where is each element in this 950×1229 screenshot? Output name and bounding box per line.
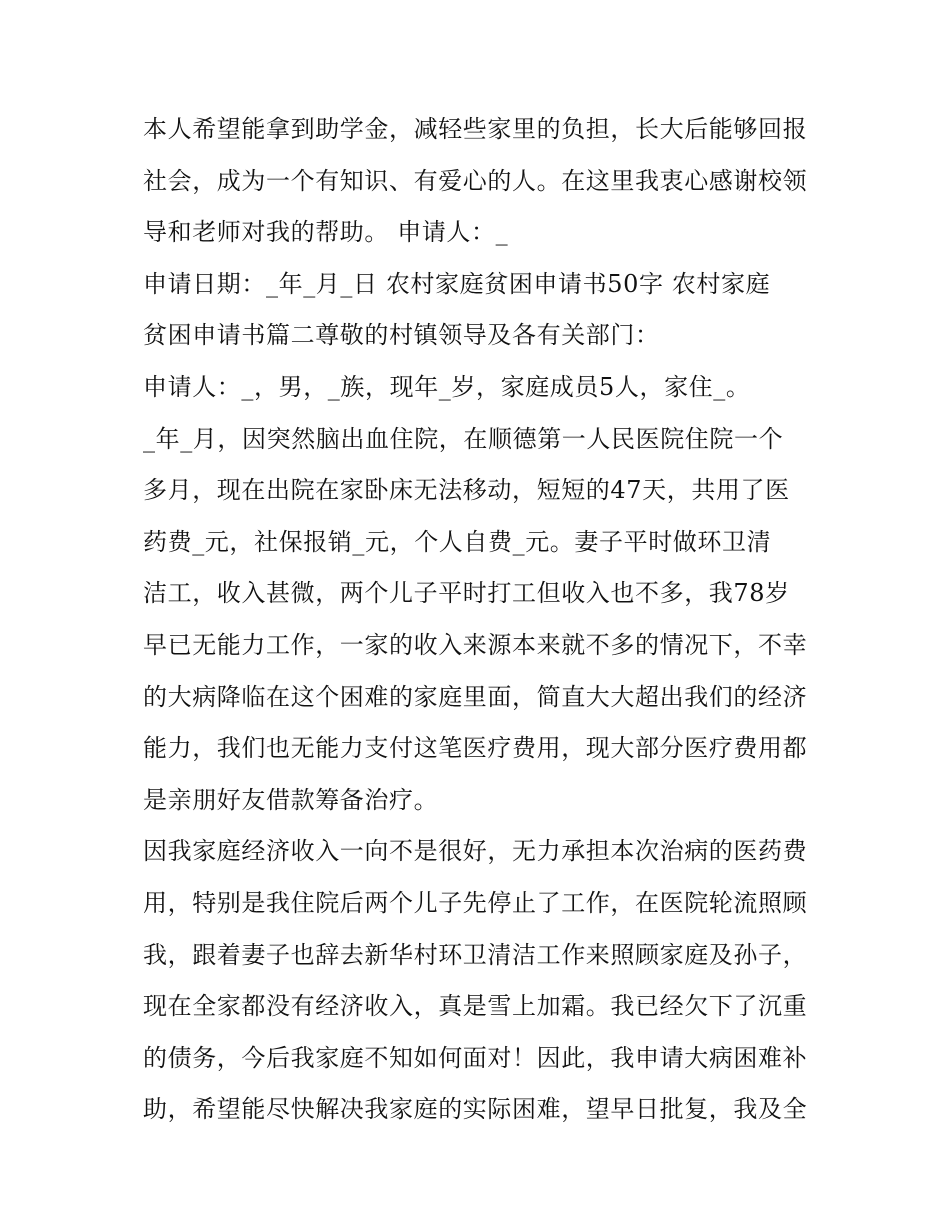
text-line: _年_月，因突然脑出血住院，在顺德第一人民医院住院一个: [143, 424, 784, 453]
text-line: 申请日期：_年_月_日 农村家庭贫困申请书50字 农村家庭: [143, 269, 771, 298]
text-line: 的大病降临在这个困难的家庭里面，简直大大超出我们的经济: [143, 682, 808, 711]
text-line: 是亲朋好友借款筹备治疗。: [143, 785, 439, 814]
text-line: 我，跟着妻子也辞去新华村环卫清洁工作来照顾家庭及孙子，: [143, 940, 808, 969]
text-line: 药费_元，社保报销_元，个人自费_元。妻子平时做环卫清: [143, 527, 772, 556]
text-line: 的债务，今后我家庭不知如何面对！因此，我申请大病困难补: [143, 1043, 808, 1072]
text-line: 因我家庭经济收入一向不是很好，无力承担本次治病的医药费: [143, 837, 808, 866]
text-line: 本人希望能拿到助学金，减轻些家里的负担，长大后能够回报: [143, 115, 808, 143]
text-line: 早已无能力工作，一家的收入来源本来就不多的情况下，不幸: [143, 630, 808, 659]
text-line: 多月，现在出院在家卧床无法移动，短短的47天，共用了医: [143, 476, 790, 505]
text-line: 申请人：_，男，_族，现年_岁，家庭成员5人，家住_。: [143, 372, 751, 401]
text-line: 用，特别是我住院后两个儿子先停止了工作，在医院轮流照顾: [143, 888, 808, 917]
text-line: 助，希望能尽快解决我家庭的实际困难，望早日批复，我及全: [143, 1095, 808, 1124]
text-line: 洁工，收入甚微，两个儿子平时打工但收入也不多，我78岁: [143, 579, 790, 608]
text-line: 能力，我们也无能力支付这笔医疗费用，现大部分医疗费用都: [143, 734, 808, 763]
text-line: 贫困申请书篇二尊敬的村镇领导及各有关部门：: [143, 321, 660, 350]
document-body: [143, 104, 833, 1136]
text-line: 导和老师对我的帮助。 申请人：_: [143, 218, 509, 247]
text-line: 社会，成为一个有知识、有爱心的人。在这里我衷心感谢校领: [143, 166, 808, 195]
text-line: 现在全家都没有经济收入，真是雪上加霜。我已经欠下了沉重: [143, 992, 808, 1021]
